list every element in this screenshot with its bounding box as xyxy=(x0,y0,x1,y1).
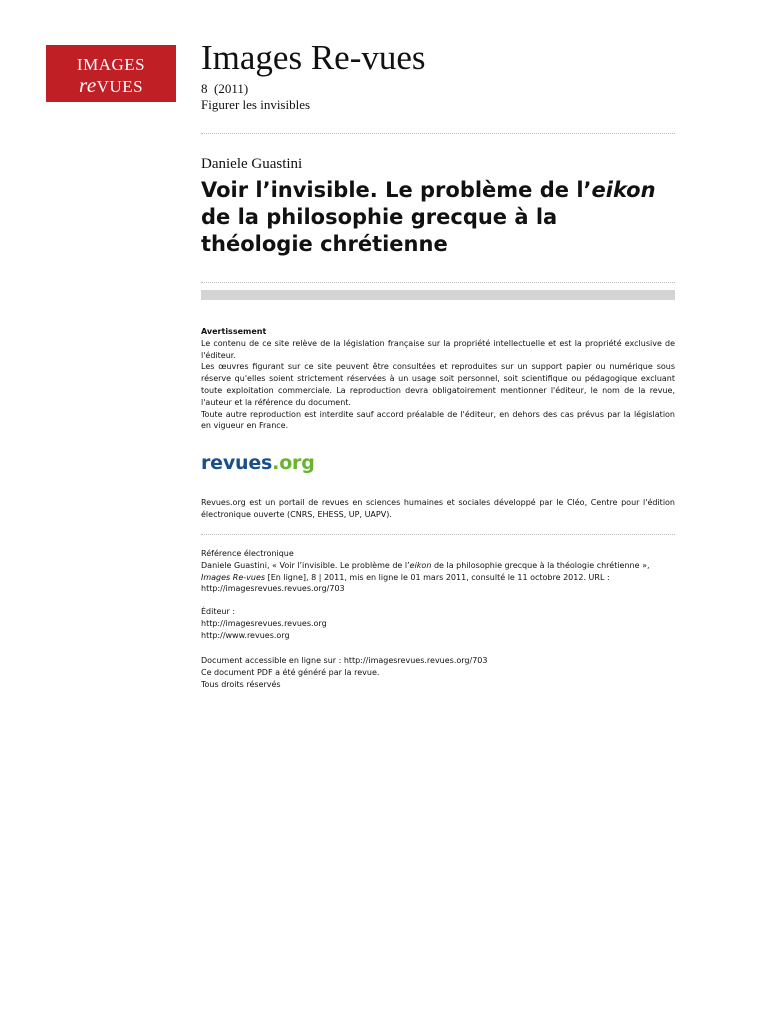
logo-line-images: IMAGES xyxy=(76,55,146,74)
grey-bar xyxy=(201,290,675,300)
separator-title xyxy=(201,282,675,283)
issue-theme: Figurer les invisibles xyxy=(201,97,311,112)
document-info-section xyxy=(201,655,675,690)
portal-description-section xyxy=(201,497,675,521)
reference-text-italic1: eikon xyxy=(409,560,432,570)
warning-heading: Avertissement xyxy=(201,327,267,336)
logo-line-revues xyxy=(46,75,176,96)
publisher-url-revues[interactable]: http://www.revues.org xyxy=(201,630,290,640)
logo-vues: VUES xyxy=(96,77,144,96)
warning-paragraph: Les œuvres figurant sur ce site peuvent être consultées et reproduites sur un support papier ou numérique sous réserve qu'elles soient strictement réservées à un usage soit personnel, soit scientifique ou pédagogique excluant toute exploitation commerciale. La reproduction devra obligatoirement mentionner l'éditeur, le nom de la revue, l'auteur et la référence du document. xyxy=(201,362,675,407)
logo-re: re xyxy=(78,73,97,97)
document-accessible-url[interactable]: Document accessible en ligne sur : http://imagesrevues.revues.org/703 xyxy=(201,656,488,665)
portal-description: Revues.org est un portail de revues en sciences humaines et sociales développé par le Cléo, Centre pour l'édition électronique ouverte (CNRS, EHESS, UP, UAPV). xyxy=(201,498,675,519)
reference-text-part1: Daniele Guastini, « Voir l’invisible. Le problème de l’ xyxy=(201,560,410,570)
document-rights: Tous droits réservés xyxy=(201,679,281,689)
reference-text xyxy=(201,560,675,595)
document-generated-note: Ce document PDF a été généré par la revue. xyxy=(201,667,380,677)
reference-label: Référence électronique xyxy=(201,549,294,558)
warning-section xyxy=(201,326,675,432)
article-title-italic: eikon xyxy=(591,178,656,202)
reference-text-part3[interactable]: [En ligne], 8 | 2011, mis en ligne le 01 mars 2011, consulté le 11 octobre 2012. URL : http://imagesrevues.revues.org/703 xyxy=(201,572,610,594)
publisher-label: Éditeur : xyxy=(201,607,236,616)
publisher-section xyxy=(201,606,675,641)
journal-title: Images Re-vues xyxy=(201,38,426,77)
warning-paragraph: Le contenu de ce site relève de la législation française sur la propriété intellectuelle et est la propriété exclusive de l'éditeur. xyxy=(201,338,675,360)
separator-reference xyxy=(201,534,675,535)
separator-top xyxy=(201,133,675,134)
journal-logo xyxy=(46,45,176,102)
revues-logo-tld: .org xyxy=(272,452,315,474)
article-title-part1: Voir l’invisible. Le problème de l’ xyxy=(201,178,592,202)
reference-text-part2: de la philosophie grecque à la théologie chrétienne », xyxy=(431,560,650,570)
reference-section xyxy=(201,548,675,595)
reference-text-italic2: Images Re-vues xyxy=(201,572,266,582)
issue-number: 8 (2011) xyxy=(201,81,249,96)
article-title xyxy=(201,177,675,258)
publisher-url-journal[interactable]: http://imagesrevues.revues.org xyxy=(201,618,327,628)
warning-paragraph: Toute autre reproduction est interdite sauf accord préalable de l'éditeur, en dehors des cas prévus par la législation en vigueur en France. xyxy=(201,409,675,431)
article-title-part2: de la philosophie grecque à la théologie chrétienne xyxy=(201,205,558,256)
revues-logo-text: revues xyxy=(201,452,273,474)
revues-org-logo[interactable] xyxy=(201,452,315,474)
article-author: Daniele Guastini xyxy=(201,156,303,172)
